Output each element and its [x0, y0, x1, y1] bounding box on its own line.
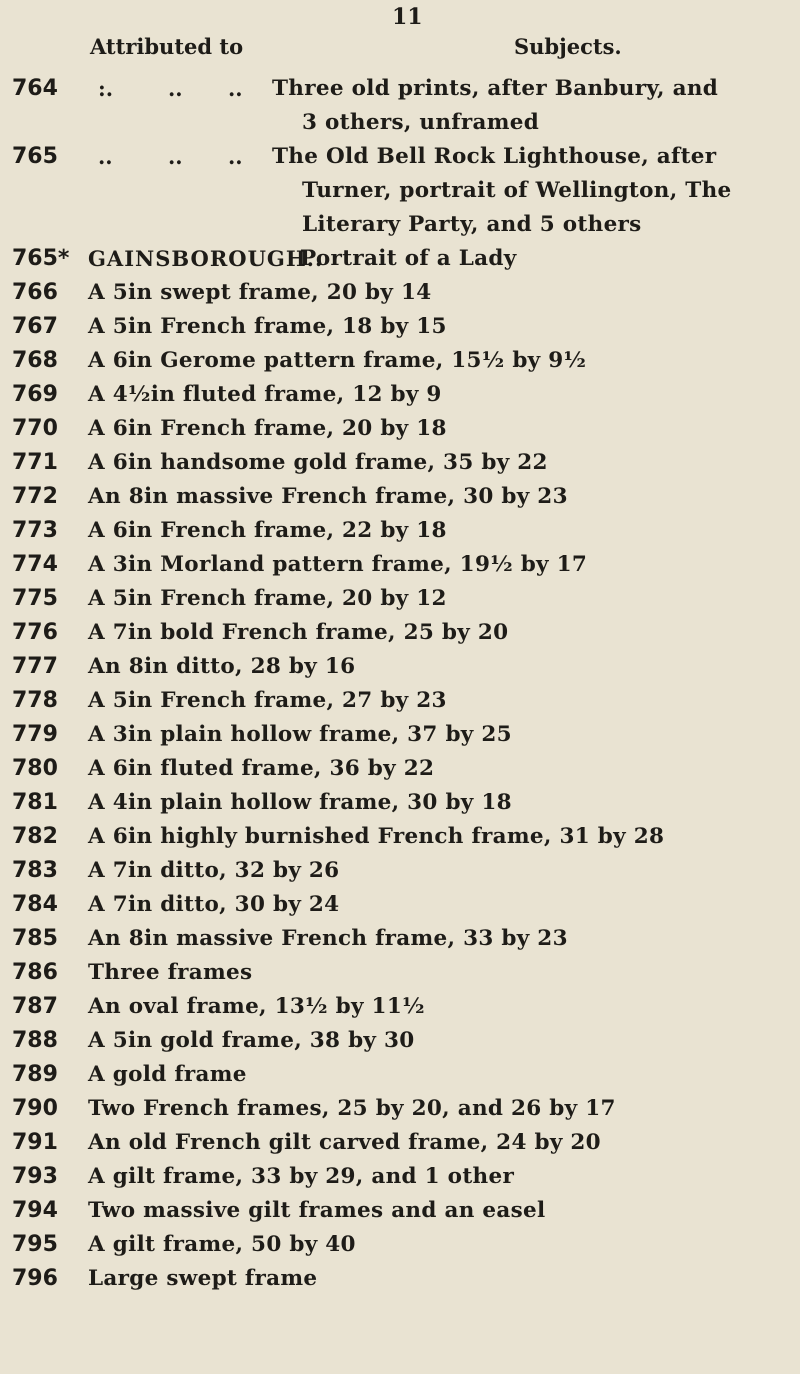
lot-entry	[0, 548, 800, 582]
lot-entry	[0, 922, 800, 956]
lot-description: A 6in handsome gold frame, 35 by 22	[88, 450, 548, 475]
lot-entry	[0, 242, 800, 276]
lot-entry	[0, 650, 800, 684]
leader-dots: ..	[228, 76, 243, 101]
lot-description: A 7in ditto, 30 by 24	[88, 892, 340, 917]
lot-entry	[0, 1058, 800, 1092]
lot-number: 791	[12, 1130, 58, 1155]
lot-description: A 5in gold frame, 38 by 30	[88, 1028, 415, 1053]
lot-number: 764	[12, 76, 58, 101]
lot-description: A 5in swept frame, 20 by 14	[88, 280, 432, 305]
lot-entry	[0, 854, 800, 888]
lot-description: An 8in massive French frame, 33 by 23	[88, 926, 568, 951]
lot-number: 785	[12, 926, 58, 951]
lot-number: 784	[12, 892, 58, 917]
lot-description: Two French frames, 25 by 20, and 26 by 17	[88, 1096, 616, 1121]
subject-line: Three old prints, after Banbury, and	[272, 76, 719, 101]
lot-number: 776	[12, 620, 58, 645]
subject-line: Portrait of a Lady	[300, 246, 517, 271]
lot-entry	[0, 310, 800, 344]
lot-list	[0, 72, 800, 1296]
lot-description: A 6in highly burnished French frame, 31 by 28	[88, 824, 665, 849]
lot-number: 766	[12, 280, 58, 305]
page-number: 11	[392, 4, 423, 30]
lot-description: An 8in massive French frame, 30 by 23	[88, 484, 568, 509]
subject-line: Turner, portrait of Wellington, The	[302, 178, 732, 203]
lot-number: 782	[12, 824, 58, 849]
lot-number: 796	[12, 1266, 58, 1291]
lot-number: 790	[12, 1096, 58, 1121]
lot-entry	[0, 344, 800, 378]
lot-number: 769	[12, 382, 58, 407]
lot-entry	[0, 684, 800, 718]
lot-subject	[272, 140, 780, 242]
lot-description: An old French gilt carved frame, 24 by 20	[88, 1130, 601, 1155]
header-attributed-to: Attributed to	[90, 34, 244, 59]
lot-description: Large swept frame	[88, 1266, 318, 1291]
leader-dots: ..	[98, 144, 113, 169]
lot-description: A gilt frame, 33 by 29, and 1 other	[88, 1164, 515, 1189]
leader-dots: :.	[98, 76, 114, 101]
lot-entry	[0, 514, 800, 548]
lot-number: 765	[12, 144, 58, 169]
lot-description: A 3in plain hollow frame, 37 by 25	[88, 722, 512, 747]
lot-number: 770	[12, 416, 58, 441]
lot-number: 786	[12, 960, 58, 985]
lot-number: 768	[12, 348, 58, 373]
lot-number: 794	[12, 1198, 58, 1223]
lot-number: 788	[12, 1028, 58, 1053]
lot-entry	[0, 956, 800, 990]
lot-entry	[0, 582, 800, 616]
lot-number: 767	[12, 314, 58, 339]
lot-entry	[0, 412, 800, 446]
subject-line: The Old Bell Rock Lighthouse, after	[272, 144, 717, 169]
lot-entry	[0, 446, 800, 480]
lot-entry	[0, 1194, 800, 1228]
lot-description: An oval frame, 13½ by 11½	[88, 994, 425, 1019]
lot-entry	[0, 1092, 800, 1126]
lot-entry	[0, 616, 800, 650]
lot-subject	[272, 72, 780, 140]
subject-line: Literary Party, and 5 others	[302, 212, 642, 237]
leader-dots: ..	[168, 144, 183, 169]
lot-entry	[0, 1228, 800, 1262]
lot-description: A 4½in fluted frame, 12 by 9	[88, 382, 442, 407]
lot-subject	[300, 242, 780, 276]
lot-entry	[0, 1160, 800, 1194]
lot-entry	[0, 1262, 800, 1296]
lot-description: An 8in ditto, 28 by 16	[88, 654, 356, 679]
lot-description: A 4in plain hollow frame, 30 by 18	[88, 790, 512, 815]
lot-entry	[0, 1024, 800, 1058]
lot-description: A gold frame	[88, 1062, 247, 1087]
lot-description: A 5in French frame, 27 by 23	[88, 688, 447, 713]
lot-entry	[0, 718, 800, 752]
lot-number: 765*	[12, 246, 70, 271]
lot-entry	[0, 480, 800, 514]
lot-description: A 3in Morland pattern frame, 19½ by 17	[88, 552, 588, 577]
lot-entry	[0, 276, 800, 310]
lot-description: A 5in French frame, 20 by 12	[88, 586, 447, 611]
lot-number: 777	[12, 654, 58, 679]
lot-entry	[0, 820, 800, 854]
lot-number: 779	[12, 722, 58, 747]
header-subjects: Subjects.	[514, 34, 622, 59]
lot-entry	[0, 888, 800, 922]
leader-dots: ..	[168, 76, 183, 101]
lot-number: 772	[12, 484, 58, 509]
lot-description: A 6in fluted frame, 36 by 22	[88, 756, 435, 781]
lot-number: 793	[12, 1164, 58, 1189]
lot-entry	[0, 786, 800, 820]
leader-dots: ..	[228, 144, 243, 169]
lot-description: A 5in French frame, 18 by 15	[88, 314, 447, 339]
lot-entry	[0, 140, 800, 242]
lot-description: A 6in French frame, 22 by 18	[88, 518, 447, 543]
lot-entry	[0, 1126, 800, 1160]
lot-entry	[0, 990, 800, 1024]
lot-number: 775	[12, 586, 58, 611]
lot-description: A 6in French frame, 20 by 18	[88, 416, 447, 441]
lot-number: 787	[12, 994, 58, 1019]
lot-number: 773	[12, 518, 58, 543]
lot-description: Two massive gilt frames and an easel	[88, 1198, 546, 1223]
lot-description: A 7in bold French frame, 25 by 20	[88, 620, 509, 645]
lot-entry	[0, 72, 800, 140]
lot-description: A 7in ditto, 32 by 26	[88, 858, 340, 883]
lot-number: 783	[12, 858, 58, 883]
lot-number: 778	[12, 688, 58, 713]
attributed-artist: GAINSBOROUGH..	[88, 246, 324, 271]
lot-description: A gilt frame, 50 by 40	[88, 1232, 356, 1257]
lot-description: A 6in Gerome pattern frame, 15½ by 9½	[88, 348, 587, 373]
lot-entry	[0, 752, 800, 786]
lot-number: 774	[12, 552, 58, 577]
column-header	[0, 34, 800, 64]
lot-number: 795	[12, 1232, 58, 1257]
subject-line: 3 others, unframed	[302, 110, 540, 135]
lot-number: 771	[12, 450, 58, 475]
lot-entry	[0, 378, 800, 412]
lot-number: 789	[12, 1062, 58, 1087]
lot-number: 781	[12, 790, 58, 815]
lot-number: 780	[12, 756, 58, 781]
lot-description: Three frames	[88, 960, 253, 985]
